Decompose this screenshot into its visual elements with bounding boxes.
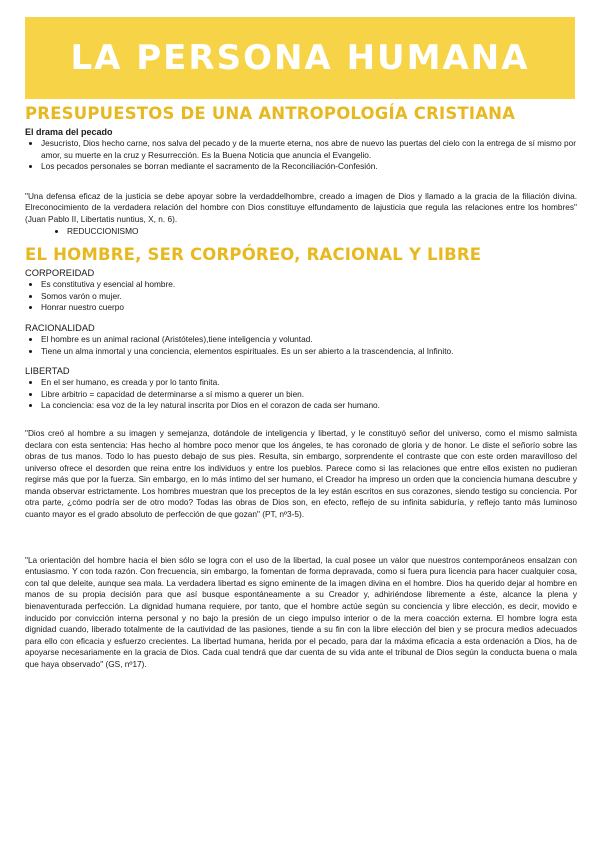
group-label-corporeidad: CORPOREIDAD bbox=[25, 268, 95, 279]
title-banner bbox=[25, 17, 575, 99]
bullet-list-reduccionismo bbox=[25, 226, 577, 238]
bullet-list-pecado bbox=[25, 138, 577, 173]
list-item: • Es constitutiva y esencial al hombre. bbox=[41, 279, 577, 291]
bullet-list-libertad bbox=[25, 377, 577, 412]
quote-juan-pablo: "Una defensa eficaz de la justicia se debe apoyar sobre la verdaddelhombre, creado a imagen de Dios y llamado a la gracia de la filiación divina. Elreconocimiento de la verdadera relación del hombre con Dios constituye elfundamento de lajusticia que regula las relaciones entre los hombres" (Juan Pablo II, Libertatis nuntius, X, n. 6). bbox=[25, 190, 577, 224]
bullet-list-corporeidad bbox=[25, 279, 577, 314]
group-label-racionalidad: RACIONALIDAD bbox=[25, 322, 95, 333]
section-heading-antropologia: PRESUPUESTOS DE UNA ANTROPOLOGÍA CRISTIANA bbox=[25, 104, 516, 123]
page-title: LA PERSONA HUMANA bbox=[70, 38, 530, 78]
list-item: • El hombre es un animal racional (Aristóteles),tiene inteligencia y voluntad. bbox=[41, 334, 577, 346]
section-heading-hombre: EL HOMBRE, SER CORPÓREO, RACIONAL Y LIBRE bbox=[25, 245, 482, 265]
list-item: • En el ser humano, es creada y por lo tanto finita. bbox=[41, 377, 577, 389]
document-body bbox=[25, 104, 577, 671]
list-item: • Somos varón o mujer. bbox=[41, 291, 577, 303]
list-item: • Libre arbitrio = capacidad de determinarse a sí mismo a querer un bien. bbox=[41, 389, 577, 401]
quote-pacem-in-terris: "Dios creó al hombre a su imagen y semejanza, dotándole de inteligencia y libertad, y le constituyó señor del universo, como el mismo salmista declara con esta sentencia: Has hecho al hombre poco menor que los ángeles, te has coronado de gloria y de honor. Le diste el señorío sobre las obras de tus manos. Todo lo has puesto debajo de sus pies. Resulta, sin embargo, sorprendente el contraste que con este orden maravilloso del universo ofrece el desorden que reina entre los individuos y entre los pueblos. Parece como si las relaciones que entre ellos existen no pudieran regirse más que por la fuerza. Sin embargo, en lo más íntimo del ser humano, el Creador ha impreso un orden que la conciencia humana descubre y manda observar estrictamente. Los hombres muestran que los preceptos de la ley están escritos en sus corazones, siendo testigo su conciencia. Por otra parte, ¿cómo podría ser de otro modo? Todas las obras de Dios son, en efecto, reflejo de su infinita sabiduría, y reflejo tanto más luminoso cuanto mayor es el grado absoluto de perfección de que gozan" (PT, nº3-5). bbox=[25, 427, 577, 520]
list-item: • Tiene un alma inmortal y una conciencia, elementos espirituales. Es un ser abierto a la trascendencia, al Infinito. bbox=[41, 346, 577, 358]
list-item: • Jesucristo, Dios hecho carne, nos salva del pecado y de la muerte eterna, nos abre de nuevo las puertas del cielo con la entrega de sí mismo por amor, su muerte en la cruz y Resurrección. Es la Buena Noticia que anuncia el Evangelio. bbox=[41, 138, 577, 161]
list-item: • Los pecados personales se borran mediante el sacramento de la Reconciliación-Confesión. bbox=[41, 161, 577, 173]
list-item: • La conciencia: esa voz de la ley natural inscrita por Dios en el corazon de cada ser humano. bbox=[41, 400, 577, 412]
bullet-list-racionalidad bbox=[25, 334, 577, 357]
quote-gaudium-et-spes: "La orientación del hombre hacia el bien sólo se logra con el uso de la libertad, la cual posee un valor que nuestros contemporáneos ensalzan con entusiasmo. Y con toda razón. Con frecuencia, sin embargo, la fomentan de forma depravada, como si fuera pura licencia para hacer cualquier cosa, con tal que deleite, aunque sea mala. La verdadera libertad es signo eminente de la imagen divina en el hombre. Dios ha querido dejar al hombre en manos de su propia decisión para que así busque espontáneamente a su Creador y, adhiriéndose libremente a éste, alcance la plena y bienaventurada perfección. La dignidad humana requiere, por tanto, que el hombre actúe según su conciencia y libre elección, es decir, movido e inducido por convicción interna personal y no bajo la presión de un ciego impulso interior o de la mera coacción externa. El hombre logra esta dignidad cuando, liberado totalmente de la cautividad de las pasiones, tiende a su fin con la libre elección del bien y se procura medios adecuados para ello con eficacia y esfuerzo crecientes. La libertad humana, herida por el pecado, para dar la máxima eficacia a esta ordenación a Dios, ha de apoyarse necesariamente en la gracia de Dios. Cada cual tendrá que dar cuenta de su vida ante el tribunal de Dios según la conducta buena o mala que haya observado" (GS, nº17). bbox=[25, 554, 577, 669]
list-item: • Honrar nuestro cuerpo bbox=[41, 302, 577, 314]
group-label-libertad: LIBERTAD bbox=[25, 366, 70, 377]
subheading-drama-pecado: El drama del pecado bbox=[25, 127, 113, 137]
list-item: • REDUCCIONISMO bbox=[67, 226, 577, 238]
